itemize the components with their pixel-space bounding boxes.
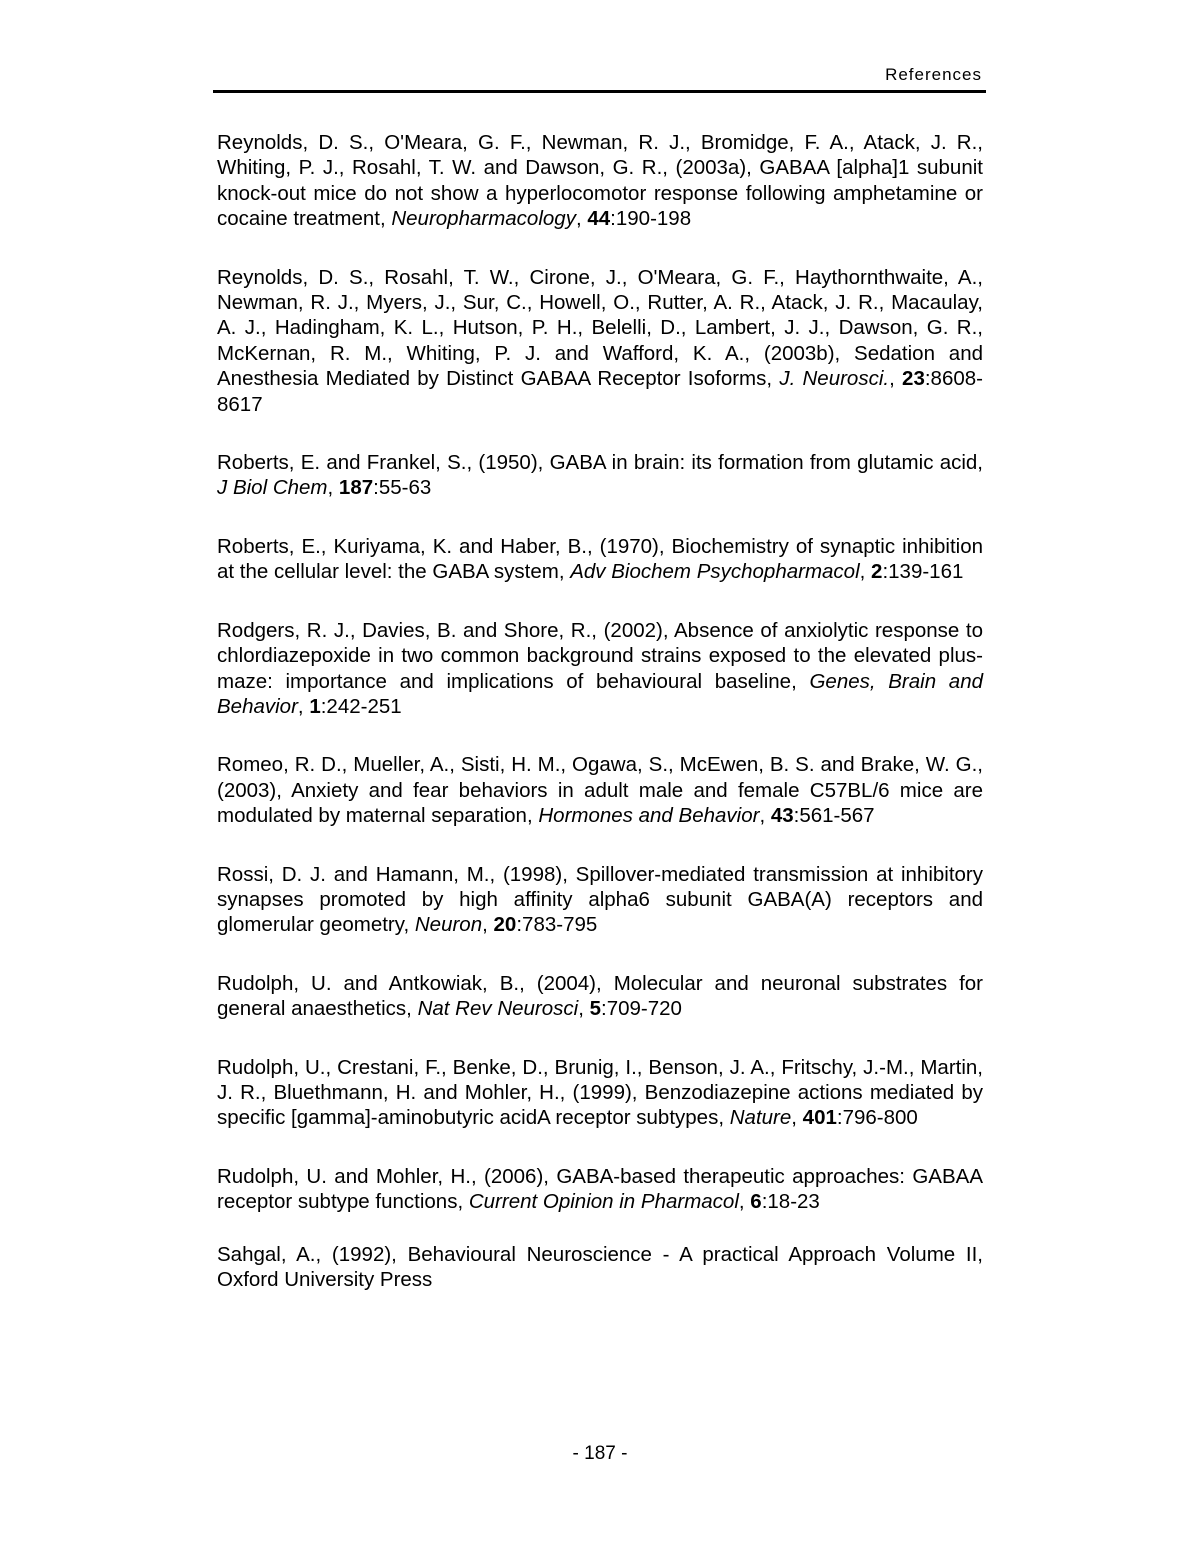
- reference-entry: Reynolds, D. S., O'Meara, G. F., Newman, R. J., Bromidge, F. A., Atack, J. R., Whiting, P. J., Rosahl, T. W. and Dawson, G. R., (2003a), GABAA [alpha]1 subunit knock-out mice do not show a hyperlocomotor response following amphetamine or cocaine treatment, Neuropharmacology, 44:190-198: [217, 131, 983, 231]
- reference-volume: 1: [309, 694, 321, 718]
- reference-text: Roberts, E., Kuriyama, K. and Haber, B., (1970), Biochemistry of synaptic inhibition at the cellular level: the GABA system,: [217, 534, 983, 584]
- reference-pages: :55-63: [373, 476, 432, 500]
- reference-volume: 20: [493, 913, 517, 937]
- page-number: - 187 -: [572, 1443, 628, 1464]
- reference-entry: Rudolph, U. and Mohler, H., (2006), GABA-based therapeutic approaches: GABAA receptor subtype functions, Current Opinion in Pharmacol, 6:18-23: [217, 1164, 983, 1214]
- reference-entry: Rudolph, U., Crestani, F., Benke, D., Brunig, I., Benson, J. A., Fritschy, J.-M., Martin, J. R., Bluethmann, H. and Mohler, H., (1999), Benzodiazepine actions mediated by specific [gamma]-aminobutyric acidA receptor subtypes, Nature, 401:796-800: [217, 1055, 983, 1130]
- reference-text: Reynolds, D. S., Rosahl, T. W., Cirone, J., O'Meara, G. F., Haythornthwaite, A., Newman, R. J., Myers, J., Sur, C., Howell, O., Rutter, A. R., Atack, J. R., Macaulay, A. J., Hadingham, K. L., Hutson, P. H., Belelli, D., Lambert, J. J., Dawson, G. R., McKernan, R. M., Whiting, P. J. and Wafford, K. A., (2003b), Sedation and Anesthesia Mediated by Distinct GABAA Receptor Isoforms,: [217, 265, 983, 391]
- reference-list: [217, 130, 983, 1325]
- reference-text: Rossi, D. J. and Hamann, M., (1998), Spillover-mediated transmission at inhibitory synapses promoted by high affinity alpha6 subunit GABA(A) receptors and glomerular geometry,: [217, 862, 983, 937]
- reference-journal: Genes, Brain and Behavior: [217, 669, 983, 718]
- reference-journal: Neuron: [414, 913, 483, 937]
- reference-text: Reynolds, D. S., O'Meara, G. F., Newman, R. J., Bromidge, F. A., Atack, J. R., Whiting, P. J., Rosahl, T. W. and Dawson, G. R., (2003a), GABAA [alpha]1 subunit knock-out mice do not show a hyperlocomotor response following amphetamine or cocaine treatment,: [217, 131, 983, 231]
- reference-journal: J. Neurosci.: [779, 367, 890, 391]
- reference-entry: Rodgers, R. J., Davies, B. and Shore, R., (2002), Absence of anxiolytic response to chlordiazepoxide in two common background strains exposed to the elevated plus-maze: importance and implications of behavioural baseline, Genes, Brain and Behavior, 1:242-251: [217, 618, 983, 718]
- reference-volume: 44: [587, 207, 611, 231]
- reference-text: Sahgal, A., (1992), Behavioural Neuroscience - A practical Approach Volume II, Oxford University Press: [217, 1242, 983, 1291]
- reference-volume: 23: [902, 367, 925, 391]
- reference-volume: 6: [750, 1190, 762, 1214]
- reference-journal: Hormones and Behavior: [538, 804, 760, 828]
- reference-volume: 401: [802, 1106, 837, 1130]
- reference-pages: :783-795: [516, 913, 598, 937]
- reference-pages: :561-567: [793, 804, 875, 828]
- reference-journal: Nature: [729, 1106, 792, 1130]
- reference-volume: 2: [871, 560, 883, 584]
- reference-text: Roberts, E. and Frankel, S., (1950), GABA in brain: its formation from glutamic acid,: [217, 451, 983, 475]
- reference-journal: J Biol Chem: [217, 476, 328, 500]
- reference-pages: :242-251: [320, 694, 402, 718]
- reference-volume: 43: [770, 804, 794, 828]
- reference-text: Rodgers, R. J., Davies, B. and Shore, R., (2002), Absence of anxiolytic response to chlordiazepoxide in two common background strains exposed to the elevated plus-maze: importance and implications of behavioural baseline,: [217, 618, 983, 693]
- page-header: [213, 64, 986, 93]
- reference-pages: :190-198: [610, 207, 692, 231]
- reference-volume: 187: [338, 476, 374, 500]
- reference-journal: Nat Rev Neurosci: [417, 997, 579, 1021]
- running-head-title: References: [885, 65, 982, 84]
- reference-text: Rudolph, U. and Antkowiak, B., (2004), Molecular and neuronal substrates for general anaesthetics,: [217, 971, 983, 1021]
- reference-entry: [217, 1242, 983, 1293]
- reference-entry: Romeo, R. D., Mueller, A., Sisti, H. M., Ogawa, S., McEwen, B. S. and Brake, W. G., (2003), Anxiety and fear behaviors in adult male and female C57BL/6 mice are modulated by maternal separation, Hormones and Behavior, 43:561-567: [217, 753, 983, 828]
- reference-volume: 5: [589, 997, 602, 1021]
- reference-entry: Rudolph, U. and Antkowiak, B., (2004), Molecular and neuronal substrates for general anaesthetics, Nat Rev Neurosci, 5:709-720: [217, 971, 983, 1021]
- reference-pages: :139-161: [882, 560, 964, 584]
- reference-journal: Adv Biochem Psychopharmacol: [570, 560, 860, 584]
- reference-entry: Rossi, D. J. and Hamann, M., (1998), Spillover-mediated transmission at inhibitory synapses promoted by high affinity alpha6 subunit GABA(A) receptors and glomerular geometry, Neuron, 20:783-795: [217, 862, 983, 937]
- reference-pages: :796-800: [836, 1106, 918, 1130]
- reference-pages: :709-720: [601, 997, 682, 1021]
- reference-journal: Current Opinion in Pharmacol: [468, 1190, 739, 1214]
- reference-pages: :8608-8617: [217, 367, 983, 416]
- reference-entry: Roberts, E. and Frankel, S., (1950), GABA in brain: its formation from glutamic acid, J Biol Chem, 187:55-63: [217, 451, 983, 500]
- reference-text: Romeo, R. D., Mueller, A., Sisti, H. M., Ogawa, S., McEwen, B. S. and Brake, W. G., (2003), Anxiety and fear behaviors in adult male and female C57BL/6 mice are modulated by maternal separation,: [217, 753, 983, 828]
- reference-journal: Neuropharmacology: [391, 207, 576, 231]
- reference-entry: Reynolds, D. S., Rosahl, T. W., Cirone, J., O'Meara, G. F., Haythornthwaite, A., Newman, R. J., Myers, J., Sur, C., Howell, O., Rutter, A. R., Atack, J. R., Macaulay, A. J., Hadingham, K. L., Hutson, P. H., Belelli, D., Lambert, J. J., Dawson, G. R., McKernan, R. M., Whiting, P. J. and Wafford, K. A., (2003b), Sedation and Anesthesia Mediated by Distinct GABAA Receptor Isoforms, J. Neurosci., 23:8608-8617: [217, 265, 983, 416]
- reference-entry: Roberts, E., Kuriyama, K. and Haber, B., (1970), Biochemistry of synaptic inhibition at the cellular level: the GABA system, Adv Biochem Psychopharmacol, 2:139-161: [217, 534, 983, 584]
- reference-text: Rudolph, U. and Mohler, H., (2006), GABA-based therapeutic approaches: GABAA receptor subtype functions,: [217, 1164, 983, 1214]
- reference-text: Rudolph, U., Crestani, F., Benke, D., Brunig, I., Benson, J. A., Fritschy, J.-M., Martin, J. R., Bluethmann, H. and Mohler, H., (1999), Benzodiazepine actions mediated by specific [gamma]-aminobutyric acidA receptor subtypes,: [217, 1055, 983, 1130]
- reference-pages: :18-23: [761, 1190, 820, 1214]
